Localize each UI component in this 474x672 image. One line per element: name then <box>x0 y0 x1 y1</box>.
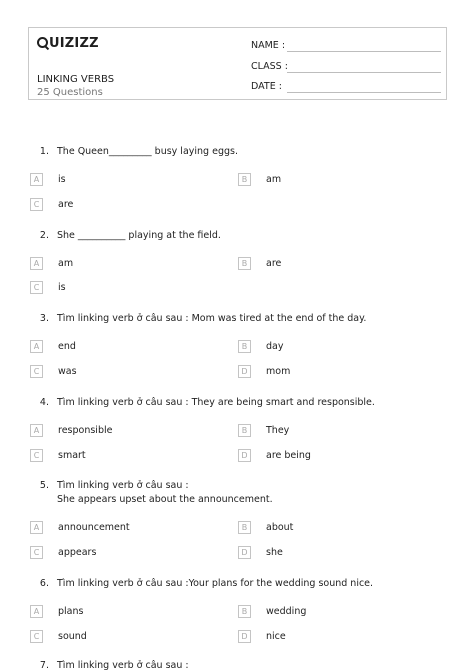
option-letter-box: B <box>238 424 251 437</box>
option-text: am <box>58 258 74 269</box>
option-text: responsible <box>58 425 113 436</box>
option-text: smart <box>58 450 86 461</box>
question-number: 3. <box>39 313 49 324</box>
option-letter-box: C <box>30 281 43 294</box>
option-letter-box: A <box>30 424 43 437</box>
worksheet-header <box>28 27 447 100</box>
option-text: are being <box>266 450 311 461</box>
option-letter-box: A <box>30 340 43 353</box>
option-text: was <box>58 366 77 377</box>
option-text: wedding <box>266 606 307 617</box>
name-field-label: NAME : <box>251 40 286 51</box>
option-letter-box: B <box>238 340 251 353</box>
option-text: mom <box>266 366 291 377</box>
option-text: about <box>266 522 294 533</box>
option-letter-box: D <box>238 449 251 462</box>
question-text: The Queen_________ busy laying eggs. <box>57 146 238 157</box>
question-number: 5. <box>39 480 49 491</box>
logo-text: UIZIZZ <box>49 36 99 51</box>
class-field[interactable] <box>251 61 441 73</box>
option-text: announcement <box>58 522 130 533</box>
option-text: end <box>58 341 76 352</box>
option-text: They <box>266 425 290 436</box>
option-text: am <box>266 174 282 185</box>
option-text: sound <box>58 631 87 642</box>
class-field-label: CLASS : <box>251 61 288 72</box>
option-letter-box: B <box>238 605 251 618</box>
question-text-line-2: She appears upset about the announcement. <box>57 494 273 505</box>
question-text: Tìm linking verb ở câu sau : Mom was tired at the end of the day. <box>57 313 367 324</box>
option-text: nice <box>266 631 286 642</box>
option-letter-box: A <box>30 257 43 270</box>
option-letter-box: C <box>30 630 43 643</box>
question-text: Tìm linking verb ở câu sau : They are being smart and responsible. <box>57 397 375 408</box>
question-number: 2. <box>39 230 49 241</box>
option-text: appears <box>58 547 97 558</box>
option-letter-box: A <box>30 521 43 534</box>
option-text: she <box>266 547 283 558</box>
name-field[interactable] <box>251 40 441 52</box>
option-letter-box: D <box>238 365 251 378</box>
option-letter-box: C <box>30 365 43 378</box>
question-number: 7. <box>39 660 49 671</box>
class-field-line <box>287 72 441 73</box>
option-letter-box: C <box>30 198 43 211</box>
option-letter-box: C <box>30 546 43 559</box>
option-letter-box: A <box>30 173 43 186</box>
option-text: is <box>58 282 66 293</box>
option-text: are <box>58 199 74 210</box>
option-letter-box: A <box>30 605 43 618</box>
option-text: plans <box>58 606 84 617</box>
question-number: 1. <box>39 146 49 157</box>
date-field-label: DATE : <box>251 81 282 92</box>
date-field[interactable] <box>251 81 441 93</box>
worksheet-title: LINKING VERBS <box>37 74 115 85</box>
name-field-line <box>287 51 441 52</box>
question-number: 4. <box>39 397 49 408</box>
option-letter-box: B <box>238 173 251 186</box>
option-letter-box: D <box>238 546 251 559</box>
question-number: 6. <box>39 578 49 589</box>
question-text: Tìm linking verb ở câu sau : <box>57 660 189 671</box>
logo-q-icon <box>37 37 48 48</box>
option-text: is <box>58 174 66 185</box>
option-letter-box: C <box>30 449 43 462</box>
worksheet-subtitle: 25 Questions <box>37 87 103 98</box>
option-letter-box: B <box>238 257 251 270</box>
question-text: Tìm linking verb ở câu sau :Your plans for the wedding sound nice. <box>57 578 374 589</box>
question-text: Tìm linking verb ở câu sau : <box>57 480 189 491</box>
option-letter-box: B <box>238 521 251 534</box>
question-text: She __________ playing at the field. <box>57 230 221 241</box>
option-letter-box: D <box>238 630 251 643</box>
option-text: day <box>266 341 284 352</box>
option-text: are <box>266 258 282 269</box>
date-field-line <box>287 92 441 93</box>
quizizz-logo <box>37 36 99 51</box>
